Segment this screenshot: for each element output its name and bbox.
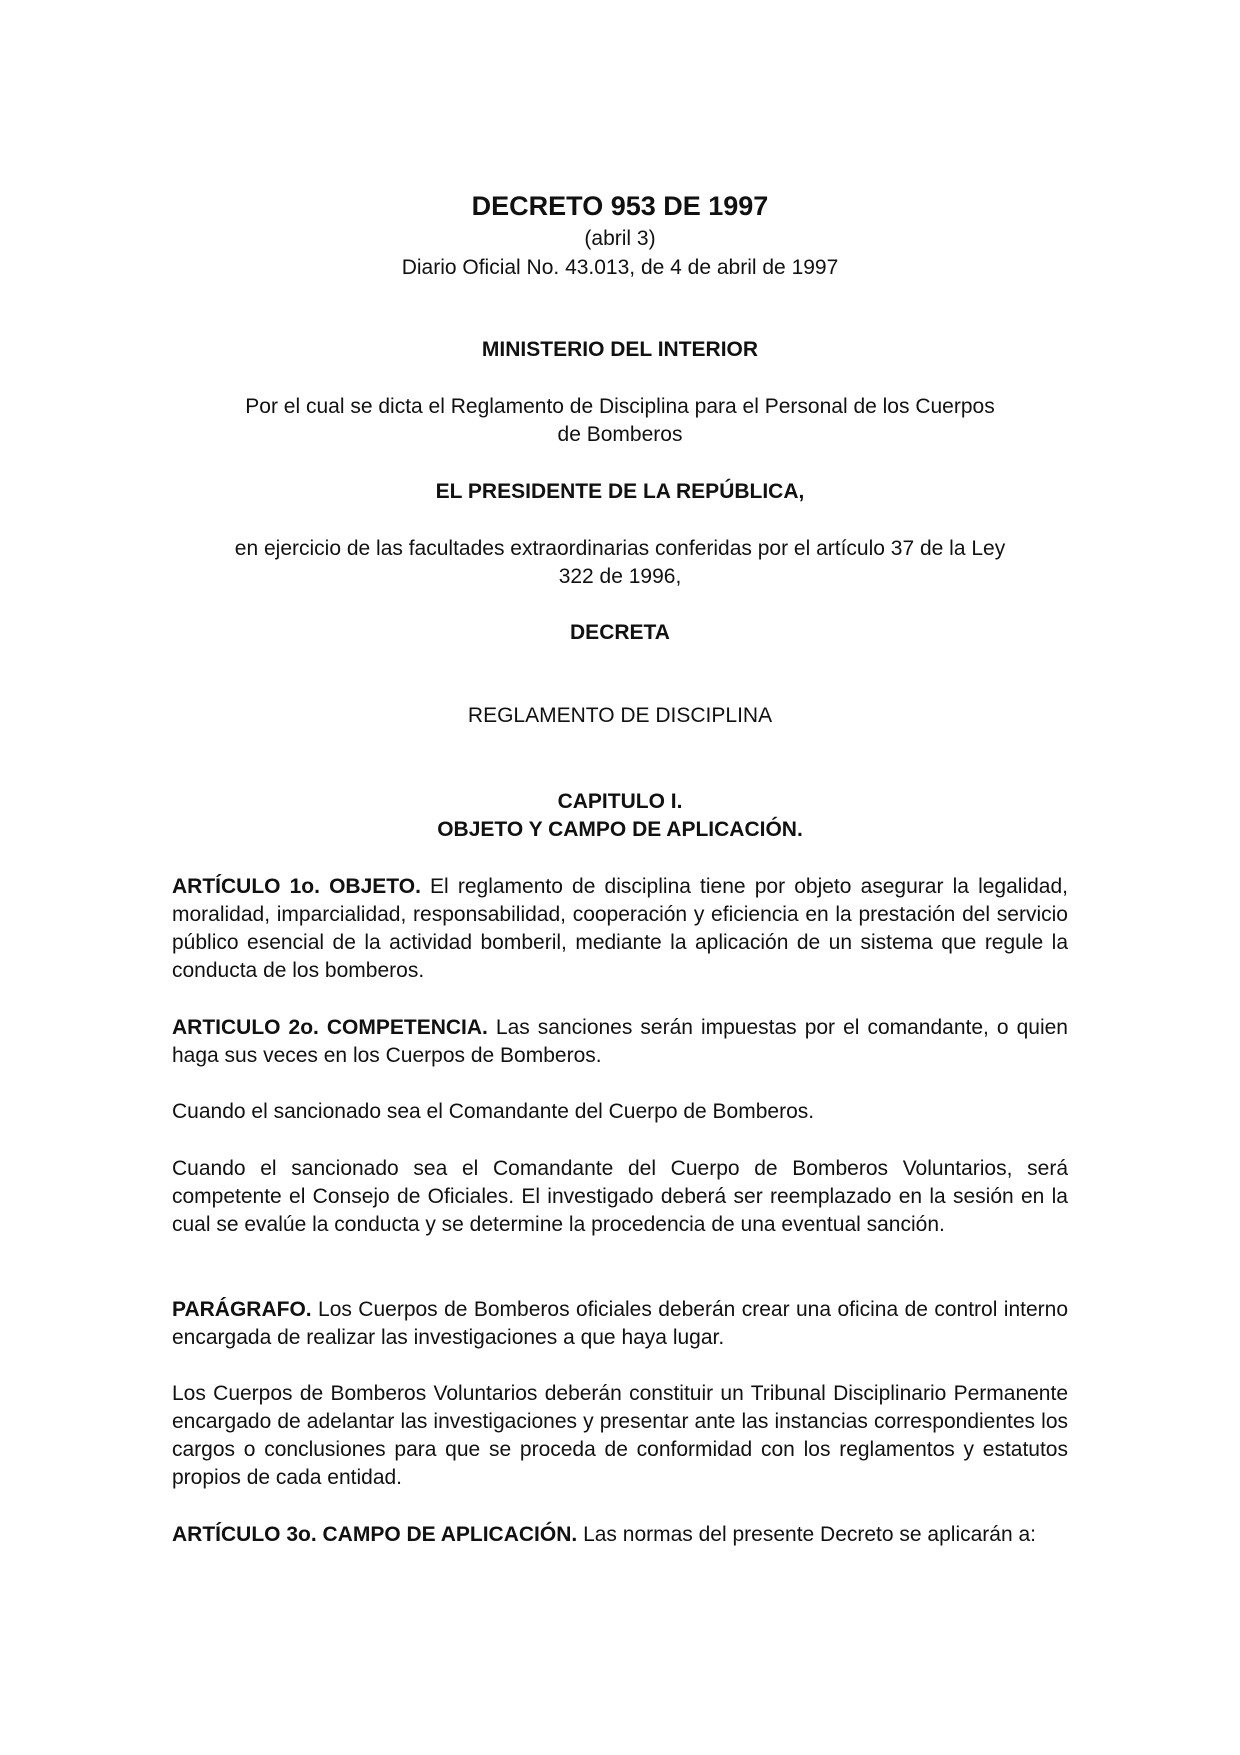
article-3-text: Las normas del presente Decreto se aplicarán a: [577,1523,1036,1546]
article-2-text: Las sanciones serán impuestas por el comandante, o quien haga sus veces en los Cuerpos de Bomberos. [172,1016,1068,1067]
paragraph-text: Cuando el sancionado sea el Comandante del Cuerpo de Bomberos. [172,1100,815,1123]
decree-title: DECRETO 953 DE 1997 [471,191,769,221]
chapter-heading: CAPITULO I. [557,790,683,813]
article-1-label: ARTÍCULO 1o. OBJETO. [172,875,421,898]
paragrafo-text: Los Cuerpos de Bomberos oficiales deberán crear una oficina de control interno encargada de realizar las investigaciones a que haya lugar. [172,1298,1068,1349]
decree-date: (abril 3) [584,227,656,250]
article-2-paragraph-2 [172,1098,1068,1126]
ministry-heading: MINISTERIO DEL INTERIOR [481,338,759,361]
powers-line-2: 322 de 1996, [558,565,682,588]
powers-line-1: en ejercicio de las facultades extraordinarias conferidas por el artículo 37 de la Ley [234,537,1006,560]
decrees-heading: DECRETA [570,621,670,644]
paragrafo-label: PARÁGRAFO. [172,1298,312,1321]
article-1-text: El reglamento de disciplina tiene por objeto asegurar la legalidad, moralidad, imparcialidad, responsabilidad, cooperación y eficiencia en la prestación del servicio público esencial de la actividad bomberil, mediante la aplicación de un sistema que regule la conducta de los bomberos. [172,875,1068,982]
paragrafo [172,1296,1068,1352]
subject-line-2: de Bomberos [557,423,683,446]
article-1 [172,873,1068,985]
article-2-label: ARTICULO 2o. COMPETENCIA. [172,1016,488,1039]
authority-heading: EL PRESIDENTE DE LA REPÚBLICA, [435,480,805,503]
article-3-label: ARTÍCULO 3o. CAMPO DE APLICACIÓN. [172,1523,578,1546]
article-2 [172,1014,1068,1070]
article-2-paragraph-3 [172,1155,1068,1239]
regulation-title: REGLAMENTO DE DISCIPLINA [467,704,773,727]
paragrafo-paragraph-2 [172,1380,1068,1492]
paragraph-text: Los Cuerpos de Bomberos Voluntarios deberán constituir un Tribunal Disciplinario Permanente encargado de adelantar las investigaciones y presentar ante las instancias correspondientes los cargos o conclusiones para que se proceda de conformidad con los reglamentos y estatutos propios de cada entidad. [172,1382,1068,1489]
gazette-reference: Diario Oficial No. 43.013, de 4 de abril de 1997 [401,256,839,279]
article-3 [172,1521,1068,1549]
chapter-title: OBJETO Y CAMPO DE APLICACIÓN. [437,818,803,841]
subject-line-1: Por el cual se dicta el Reglamento de Disciplina para el Personal de los Cuerpos [245,395,995,418]
paragraph-text: Cuando el sancionado sea el Comandante del Cuerpo de Bomberos Voluntarios, será competente el Consejo de Oficiales. El investigado deberá ser reemplazado en la sesión en la cual se evalúe la conducta y se determine la procedencia de una eventual sanción. [172,1157,1068,1236]
